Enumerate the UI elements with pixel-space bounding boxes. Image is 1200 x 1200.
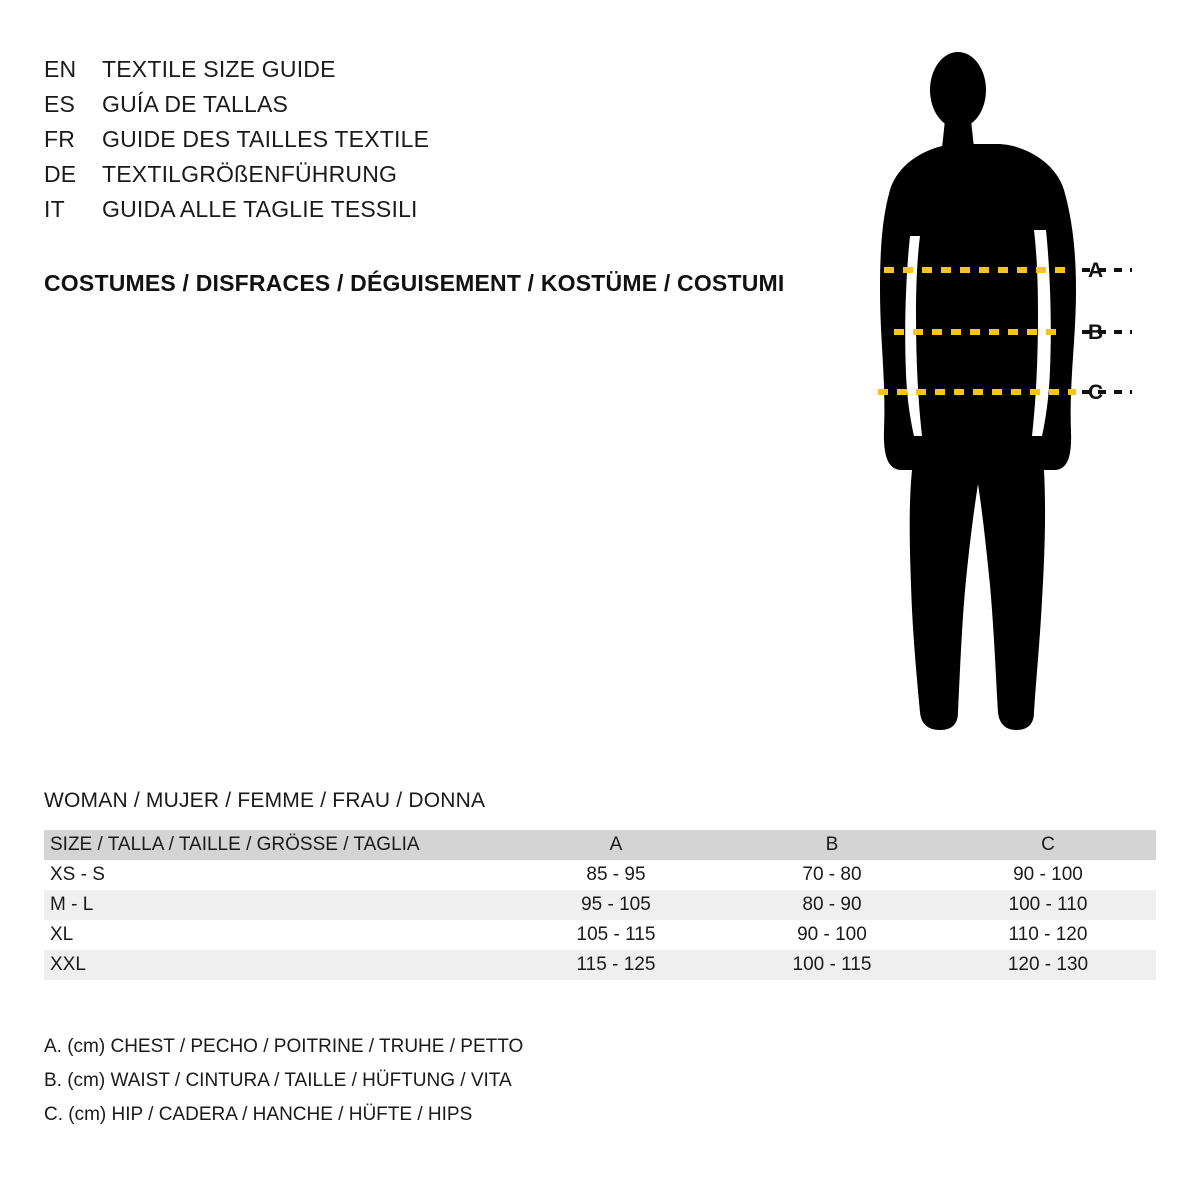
costumes-subtitle: COSTUMES / DISFRACES / DÉGUISEMENT / KOSTÜME / COSTUMI [44,270,785,296]
legend-line-b: B. (cm) WAIST / CINTURA / TAILLE / HÜFTUNG / VITA [44,1070,512,1091]
language-row-en [44,56,664,91]
cell-b: 90 - 100 [797,924,867,945]
language-title-it: GUIDA ALLE TAGLIE TESSILI [102,196,418,222]
table-row [44,920,1156,950]
measure-label-a: A [1088,259,1104,282]
body-figure [850,40,1170,740]
language-title-de: TEXTILGRÖßENFÜHRUNG [102,161,398,187]
cell-b: 70 - 80 [802,864,862,885]
measurement-legend [44,1030,523,1132]
language-code-es: ES [44,91,76,117]
language-title-fr: GUIDE DES TAILLES TEXTILE [102,126,430,152]
table-row [44,950,1156,980]
language-row-it [44,196,664,231]
column-header-b: B [825,834,839,855]
language-list [44,56,664,231]
measure-label-c: C [1088,381,1104,404]
female-silhouette-icon [850,40,1170,740]
language-row-de [44,161,664,196]
cell-size: XL [50,924,74,945]
cell-a: 85 - 95 [586,864,646,885]
language-code-en: EN [44,56,77,82]
cell-b: 80 - 90 [802,894,862,915]
cell-size: M - L [50,894,94,915]
language-code-fr: FR [44,126,76,152]
cell-c: 110 - 120 [1008,924,1088,945]
table-header-row [44,830,1156,860]
size-table [44,830,1156,980]
column-header-size: SIZE / TALLA / TAILLE / GRÖSSE / TAGLIA [50,834,420,855]
cell-c: 120 - 130 [1007,954,1089,975]
measure-label-b: B [1088,321,1104,344]
cell-size: XS - S [50,864,105,885]
language-code-de: DE [44,161,77,187]
cell-c: 90 - 100 [1013,864,1083,885]
table-row [44,890,1156,920]
language-row-es [44,91,664,126]
cell-a: 105 - 115 [576,924,656,945]
cell-size: XXL [50,954,86,975]
table-group-heading: WOMAN / MUJER / FEMME / FRAU / DONNA [44,789,486,812]
language-title-es: GUÍA DE TALLAS [102,91,289,117]
cell-b: 100 - 115 [792,954,872,975]
language-title-en: TEXTILE SIZE GUIDE [102,56,336,82]
column-header-a: A [609,834,623,855]
column-header-c: C [1041,834,1055,855]
cell-c: 100 - 110 [1008,894,1088,915]
language-code-it: IT [44,196,65,222]
legend-line-c: C. (cm) HIP / CADERA / HANCHE / HÜFTE / HIPS [44,1104,473,1125]
cell-a: 95 - 105 [581,894,651,915]
language-row-fr [44,126,664,161]
legend-line-a: A. (cm) CHEST / PECHO / POITRINE / TRUHE / PETTO [44,1036,524,1057]
cell-a: 115 - 125 [576,954,656,975]
table-row [44,860,1156,890]
